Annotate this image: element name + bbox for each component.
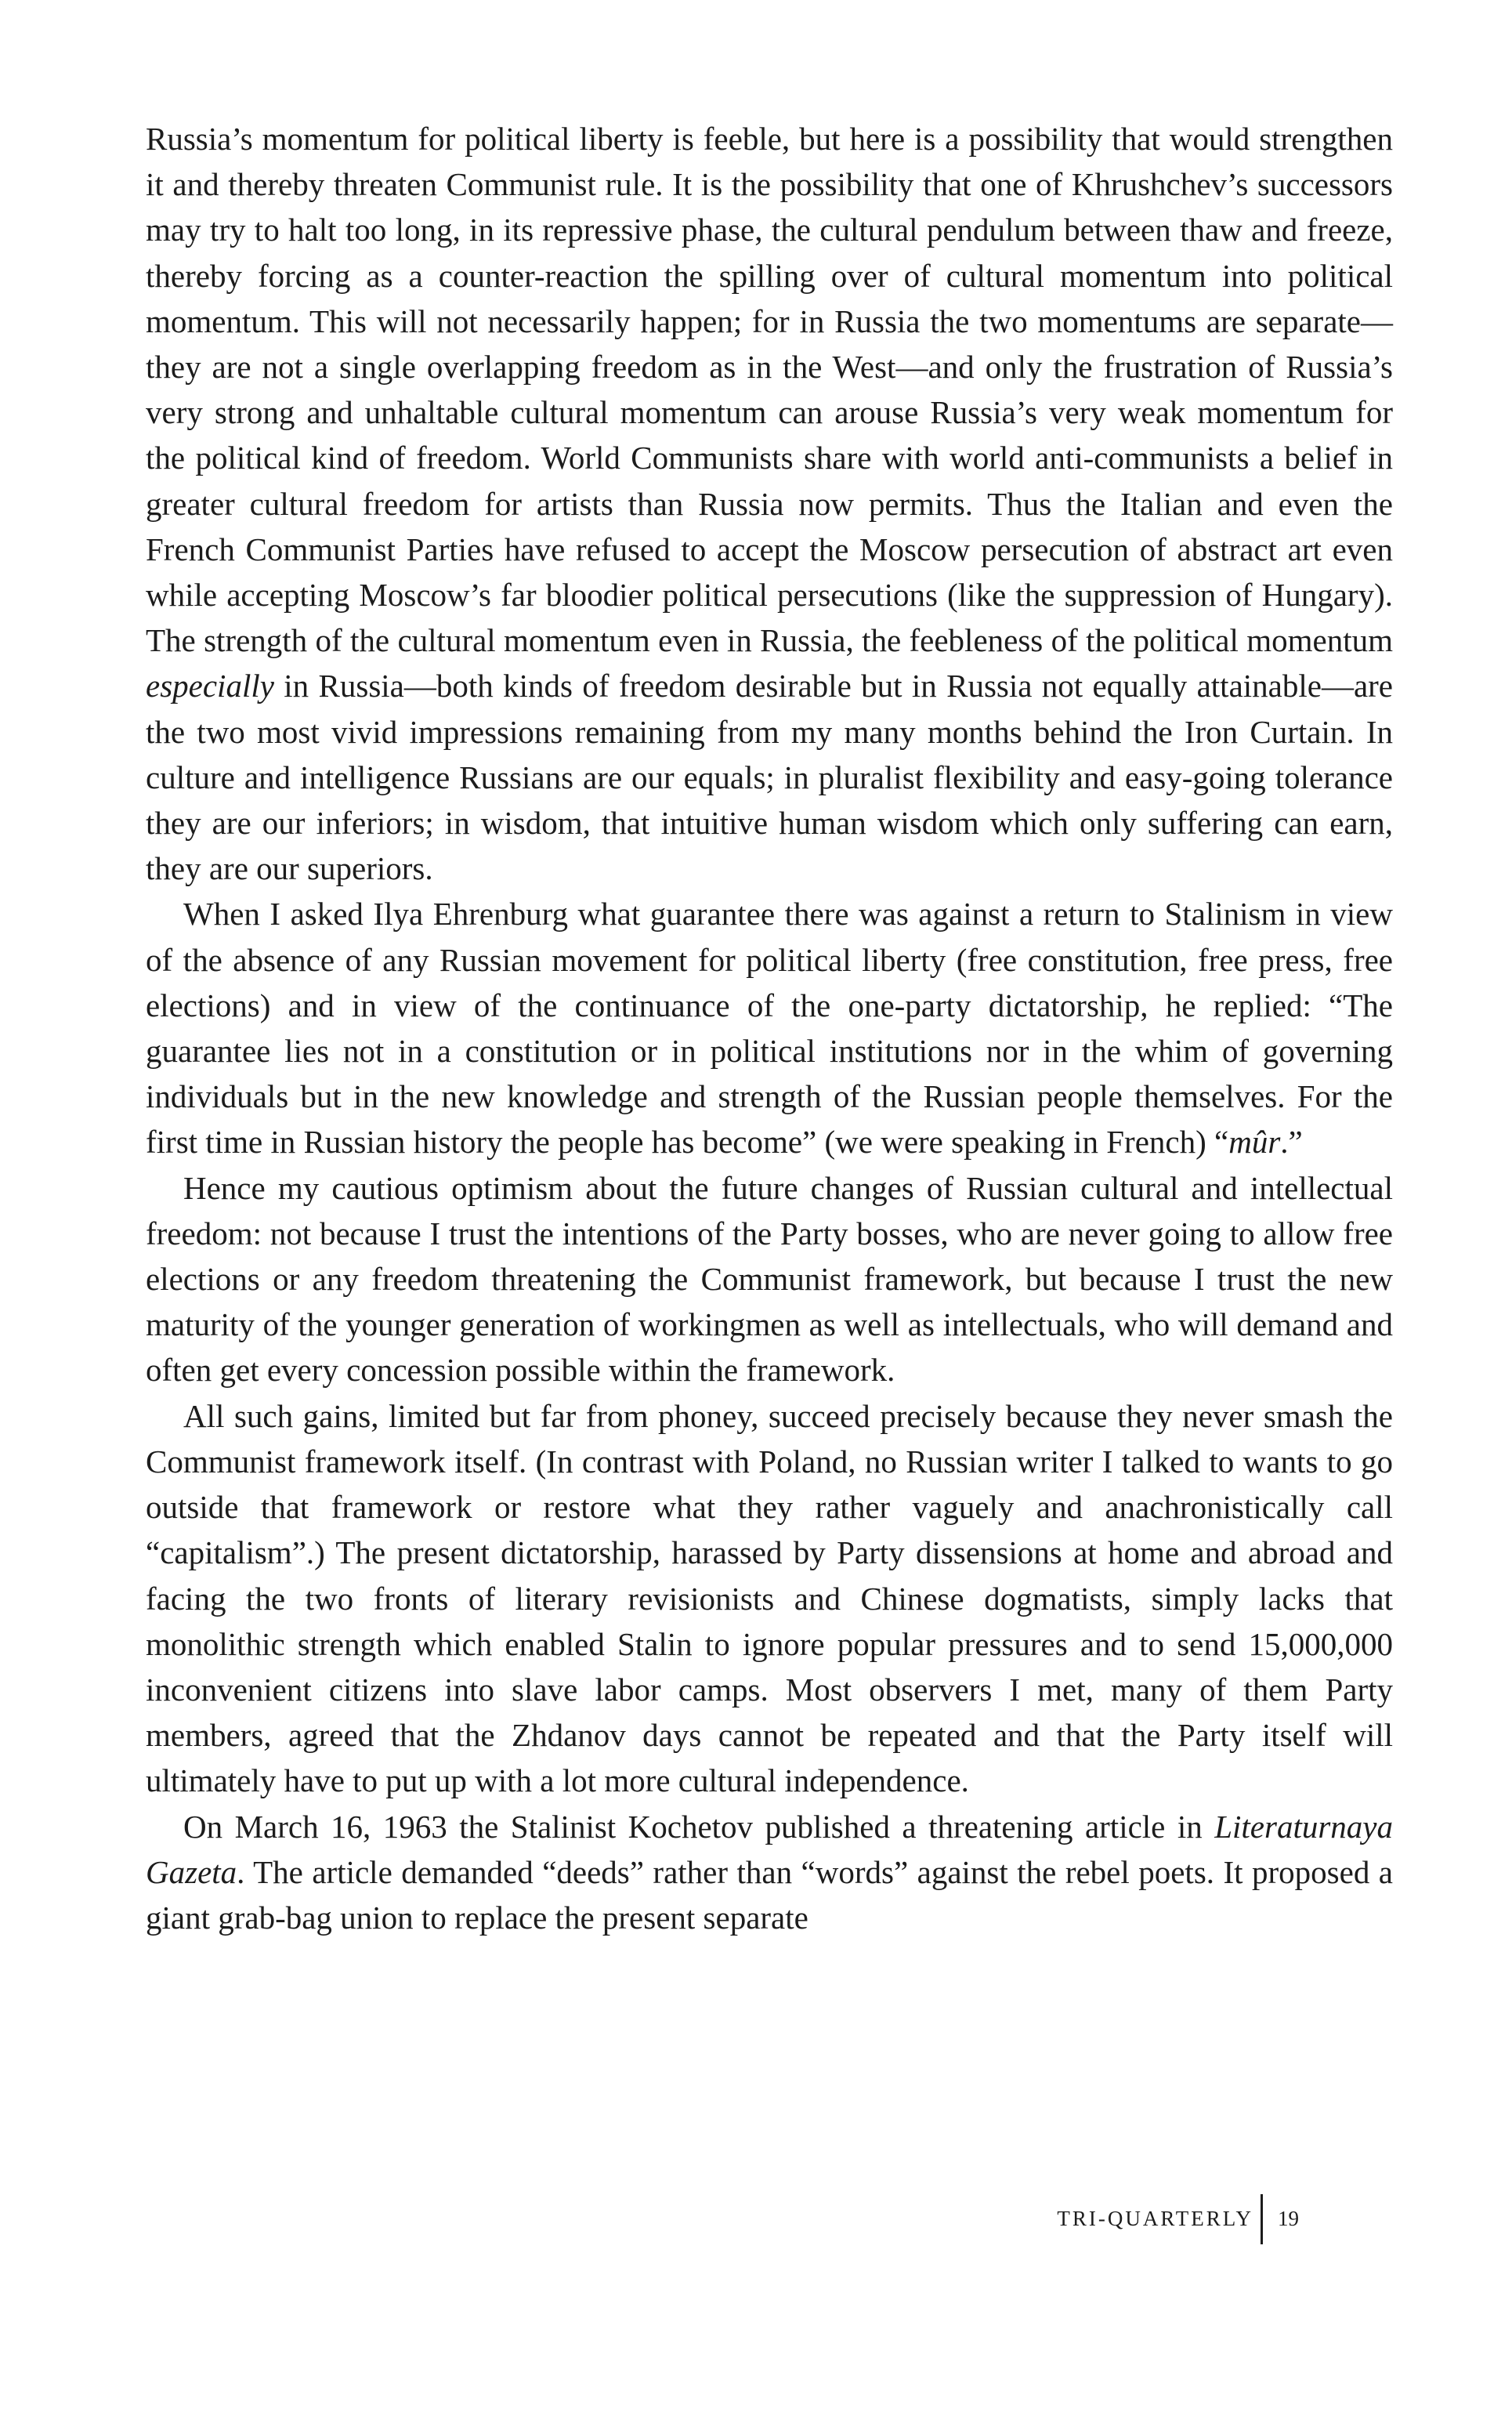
footer-divider [1261,2194,1263,2244]
paragraph [146,1165,1393,1393]
paragraph [146,116,1393,891]
text-span: Hence my cautious optimism about the future changes of Russian cultural and intellectual freedom: not because I trust the intentions of the Party bosses, who are never going to allow free elections or any freedom threatening the Communist framework, but because I trust the new maturity of the younger generation of workingmen as well as intellectuals, who will demand and often get every concession possible within the framework. [146,1169,1393,1389]
text-span: Russia’s momentum for political liberty is feeble, but here is a possibility that would strengthen it and thereby threaten Communist rule. It is the possibility that one of Khrushchev’s successors may try to halt too long, in its repressive phase, the cultural pendulum between thaw and freeze, thereby forcing as a counter-reaction the spilling over of cultural momentum into political momentum. This will not necessarily happen; for in Russia the two momentums are separate—they are not a single overlapping freedom as in the West—and only the frustration of Russia’s very strong and unhaltable cultural momentum can arouse Russia’s very weak momentum for the political kind of freedom. World Communists share with world anti-communists a belief in greater cultural freedom for artists than Russia now permits. Thus the Italian and even the French Communist Parties have refused to accept the Moscow persecution of abstract art even while accepting Moscow’s far bloodier political persecutions (like the suppression of Hungary). The strength of the cultural momentum even in Russia, the feebleness of the political momentum [146,121,1393,659]
page-number: 19 [1278,2207,1299,2230]
paragraph [146,1804,1393,1941]
page-footer [1018,2194,1332,2249]
article-body [146,116,1393,1940]
text-span: . The article demanded “deeds” rather than “words” against the rebel poets. It proposed a giant grab-bag union to replace the present separate [146,1853,1393,1936]
italic-span: Literaturnaya Gazeta [146,1808,1393,1890]
journal-title: TRI-QUARTERLY [1057,2207,1253,2230]
italic-span: especially [146,668,274,704]
italic-span: mûr [1228,1124,1281,1161]
paragraph [146,1393,1393,1804]
text-span: On March 16, 1963 the Stalinist Kochetov published a threatening article in [183,1808,1215,1845]
paragraph [146,891,1393,1164]
text-span: in Russia—both kinds of freedom desirable but in Russia not equally attainable—are the two most vivid impressions remaining from my many months behind the Iron Curtain. In culture and intelligence Russians are our equals; in pluralist flexibility and easy-going tolerance they are our inferiors; in wisdom, that intuitive human wisdom which only suffering can earn, they are our superiors. [146,668,1393,887]
text-span: All such gains, limited but far from phoney, succeed precisely because they never smash the Communist framework itself. (In contrast with Poland, no Russian writer I talked to wants to go outside that framework or restore what they rather vaguely and anachronistically call “capitalism”.) The present dictatorship, harassed by Party dissensions at home and abroad and facing the two fronts of literary revisionists and Chinese dogmatists, simply lacks that monolithic strength which enabled Stalin to ignore popular pressures and to send 15,000,000 inconvenient citizens into slave labor camps. Most observers I met, many of them Party members, agreed that the Zhdanov days cannot be repeated and that the Party itself will ultimately have to put up with a lot more cultural independence. [146,1397,1393,1799]
text-span: When I asked Ilya Ehrenburg what guarantee there was against a return to Stalinism in view of the absence of any Russian movement for political liberty (free constitution, free press, free elections) and in view of the continuance of the one-party dictatorship, he replied: “The guarantee lies not in a constitution or in political institutions nor in the whim of governing individuals but in the new knowledge and strength of the Russian people themselves. For the first time in Russian history the people has become” (we were speaking in French) “ [146,896,1393,1161]
text-span: .” [1280,1124,1303,1161]
